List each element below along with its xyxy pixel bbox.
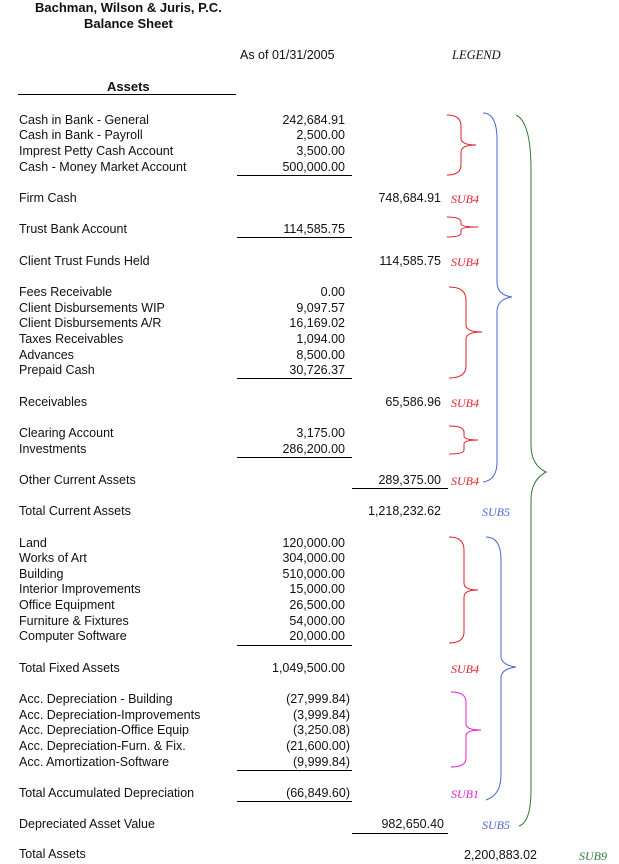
legend-tag-sub9: SUB9 [579, 849, 607, 863]
row-label: Client Disbursements A/R [19, 316, 162, 330]
row-amount: 30,726.37 [289, 363, 345, 377]
row-label: Investments [19, 442, 87, 456]
subtotal-rule [237, 770, 352, 771]
row-total: 982,650.40 [381, 817, 444, 831]
row-amount: (9,999.84) [293, 755, 350, 769]
row-total: 114,585.75 [379, 254, 441, 268]
row-amount: 16,169.02 [289, 316, 345, 330]
row-amount: (27,999.84) [286, 692, 350, 706]
legend-label: LEGEND [452, 48, 501, 62]
legend-tag-sub1: SUB1 [451, 787, 479, 801]
subtotal-rule [237, 801, 352, 802]
brace-fixed-net [486, 537, 516, 800]
brace-receivables-group [449, 287, 482, 378]
row-total: 65,586.96 [385, 395, 441, 409]
brace-current-assets [483, 113, 512, 482]
row-label: Cash - Money Market Account [19, 160, 187, 174]
legend-tag-sub4: SUB4 [451, 192, 479, 206]
row-total: 1,218,232.62 [368, 504, 441, 518]
row-amount: 2,500.00 [296, 128, 345, 142]
brace-fixed-group [449, 537, 478, 643]
row-amount: 114,585.75 [283, 222, 345, 236]
section-heading-underline [18, 94, 236, 95]
row-label: Total Fixed Assets [19, 661, 120, 675]
brace-trust-group [447, 217, 478, 237]
row-amount: 0.00 [320, 285, 345, 299]
row-label: Acc. Depreciation - Building [19, 692, 173, 706]
report-title: Balance Sheet [84, 16, 173, 31]
row-label: Cash in Bank - General [19, 113, 149, 127]
brace-cash-group [447, 115, 476, 175]
subtotal-rule [237, 378, 352, 379]
row-amount: 26,500.00 [289, 598, 345, 612]
row-amount: 1,094.00 [296, 332, 345, 346]
row-label: Acc. Amortization-Software [19, 755, 170, 769]
row-label: Client Trust Funds Held [19, 254, 150, 268]
row-label: Cash in Bank - Payroll [19, 128, 143, 142]
row-label: Works of Art [19, 551, 87, 565]
row-total: 289,375.00 [378, 473, 441, 487]
row-label: Furniture & Fixtures [19, 614, 129, 628]
row-amount: 3,175.00 [296, 426, 345, 440]
row-label: Interior Improvements [19, 582, 141, 596]
row-label: Computer Software [19, 629, 127, 643]
row-label: Building [19, 567, 64, 581]
row-label: Client Disbursements WIP [19, 301, 165, 315]
as-of-date: As of 01/31/2005 [240, 48, 335, 62]
row-total: 2,200,883.02 [464, 848, 537, 862]
row-label: Clearing Account [19, 426, 114, 440]
row-label: Trust Bank Account [19, 222, 127, 236]
subtotal-rule [237, 645, 352, 646]
row-amount: (66,849.60) [286, 786, 350, 800]
row-label: Imprest Petty Cash Account [19, 144, 174, 158]
legend-tag-sub4: SUB4 [451, 662, 479, 676]
row-amount: 242,684.91 [282, 113, 345, 127]
row-amount: 20,000.00 [289, 629, 345, 643]
row-amount: 304,000.00 [282, 551, 345, 565]
row-label: Acc. Depreciation-Furn. & Fix. [19, 739, 186, 753]
row-amount: 500,000.00 [282, 160, 345, 174]
row-amount: 54,000.00 [289, 614, 345, 628]
company-name: Bachman, Wilson & Juris, P.C. [35, 0, 222, 15]
row-label: Acc. Depreciation-Office Equip [19, 723, 189, 737]
subtotal-rule [352, 833, 448, 834]
row-label: Taxes Receivables [19, 332, 124, 346]
row-label: Land [19, 536, 47, 550]
row-label: Total Current Assets [19, 504, 131, 518]
row-amount: 9,097.57 [296, 301, 345, 315]
row-label: Fees Receivable [19, 285, 113, 299]
subtotal-rule [237, 457, 352, 458]
row-label: Depreciated Asset Value [19, 817, 155, 831]
row-amount: 286,200.00 [282, 442, 345, 456]
brace-total-assets [516, 115, 546, 826]
brace-other-group [449, 426, 478, 454]
subtotal-rule [352, 488, 448, 489]
row-amount: (21,600.00) [286, 739, 350, 753]
row-amount: (3,999.84) [293, 708, 350, 722]
legend-tag-sub4: SUB4 [451, 396, 479, 410]
row-label: Office Equipment [19, 598, 115, 612]
row-total: 748,684.91 [378, 191, 441, 205]
row-label: Advances [19, 348, 74, 362]
legend-tag-sub5: SUB5 [482, 505, 510, 519]
subtotal-rule [237, 237, 352, 238]
row-label: Receivables [19, 395, 88, 409]
row-amount: 1,049,500.00 [272, 661, 345, 675]
row-amount: 3,500.00 [296, 144, 345, 158]
row-label: Firm Cash [19, 191, 77, 205]
section-heading-assets: Assets [107, 79, 150, 94]
subtotal-rule [237, 175, 352, 176]
legend-tag-sub4: SUB4 [451, 474, 479, 488]
row-label: Total Accumulated Depreciation [19, 786, 195, 800]
row-amount: 120,000.00 [282, 536, 345, 550]
row-amount: 8,500.00 [296, 348, 345, 362]
row-amount: 510,000.00 [282, 567, 345, 581]
brace-depreciation-group [451, 692, 481, 767]
legend-tag-sub5: SUB5 [482, 818, 510, 832]
row-label: Prepaid Cash [19, 363, 95, 377]
row-label: Other Current Assets [19, 473, 136, 487]
row-label: Acc. Depreciation-Improvements [19, 708, 201, 722]
row-amount: 15,000.00 [289, 582, 345, 596]
row-label: Total Assets [19, 847, 86, 861]
row-amount: (3,250.08) [293, 723, 350, 737]
legend-tag-sub4: SUB4 [451, 255, 479, 269]
